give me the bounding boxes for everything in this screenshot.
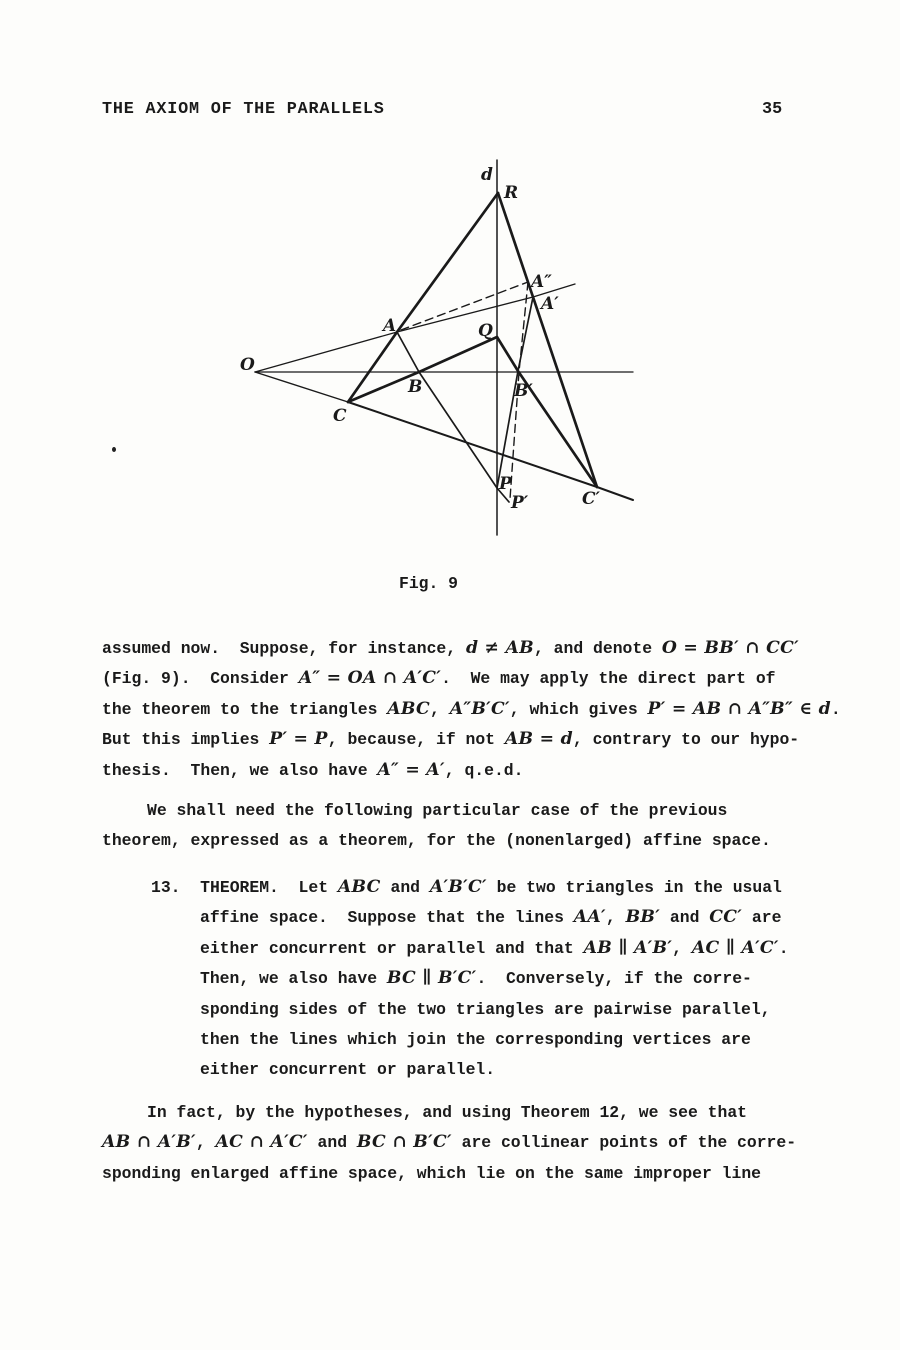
text-run: . (778, 939, 789, 958)
remark-line-2 (102, 831, 771, 850)
math-run: AC ∩ A′C′ (215, 1132, 308, 1152)
text-run: (Fig. 9). Consider (102, 669, 299, 688)
text-run: , because, if not (327, 730, 505, 749)
math-run: A′B′C′ (429, 877, 487, 897)
text-run: sponding enlarged affine space, which lie on the same improper line (102, 1164, 762, 1183)
theorem-13-line-5 (200, 1000, 771, 1019)
text-run: the theorem to the triangles (102, 700, 388, 719)
infact-line-1 (147, 1103, 747, 1122)
text-run: either concurrent or parallel. (200, 1060, 496, 1079)
text-run: assumed now. Suppose, for instance, (102, 639, 466, 658)
text-run: , (430, 700, 450, 719)
math-run: CC′ (709, 907, 743, 927)
point-label-R: R (504, 183, 519, 203)
page-number: 35 (762, 100, 783, 119)
figure-caption: Fig. 9 (399, 574, 459, 593)
text-run: , contrary to our hypo- (572, 730, 800, 749)
math-run: BC ∩ B′C′ (356, 1132, 452, 1152)
text-run: and (307, 1133, 357, 1152)
text-run: are collinear points of the corre- (451, 1133, 797, 1152)
math-run: AA′ (573, 907, 606, 927)
text-run: and (660, 908, 710, 927)
text-run: then the lines which join the corresponding vertices are (200, 1030, 751, 1049)
text-run: 13. THEOREM. Let (151, 878, 338, 897)
text-run: , q.e.d. (444, 761, 524, 780)
theorem-13-line-7 (200, 1060, 495, 1079)
proof-line-2 (102, 669, 776, 688)
stray-ink-mark (112, 447, 116, 452)
point-label-B: B (408, 377, 423, 397)
math-run: P′ = P (269, 729, 328, 749)
theorem-13-line-6 (200, 1030, 751, 1049)
math-run: BC ∥ B′C′ (386, 968, 477, 988)
infact-line-2 (102, 1133, 796, 1152)
point-label-A-prime: A′ (541, 294, 559, 314)
text-run: . We may apply the direct part of (441, 669, 776, 688)
text-run: thesis. Then, we also have (102, 761, 378, 780)
math-run: ABC (337, 877, 381, 897)
text-run: We shall need the following particular case of the previous (147, 801, 728, 820)
text-run: and (380, 878, 430, 897)
text-run: are (742, 908, 782, 927)
remark-line-1 (147, 801, 727, 820)
theorem-13-line-3 (200, 939, 789, 958)
theorem-13-line-2 (200, 908, 781, 927)
text-run: But this implies (102, 730, 270, 749)
point-label-C-prime: C′ (582, 489, 601, 509)
point-label-O: O (240, 355, 255, 375)
math-run: A″ = A′ (377, 760, 445, 780)
text-run: , (195, 1133, 216, 1152)
infact-line-3 (102, 1164, 761, 1183)
text-run: be two triangles in the usual (486, 878, 782, 897)
text-run: In fact, by the hypotheses, and using Theorem 12, we see that (147, 1103, 747, 1122)
point-label-d: d (481, 165, 493, 185)
text-run: sponding sides of the two triangles are pairwise parallel, (200, 1000, 771, 1019)
text-run: . (830, 700, 841, 719)
math-run: AB = d (504, 729, 573, 749)
math-run: d ≠ AB (465, 638, 534, 658)
point-label-Q: Q (478, 321, 493, 341)
math-run: ABC (387, 699, 431, 719)
point-label-A: A (383, 316, 397, 336)
math-run: A″B′C′ (449, 699, 510, 719)
point-label-P-prime: P′ (511, 493, 529, 513)
math-run: AB ∩ A′B′ (102, 1132, 196, 1152)
text-run: , and denote (534, 639, 662, 658)
text-run: , (605, 908, 626, 927)
proof-line-4 (102, 730, 799, 749)
math-run: AC ∥ A′C′ (691, 938, 779, 958)
point-label-B-prime: B′ (514, 381, 533, 401)
text-run: either concurrent or parallel and that (200, 939, 584, 958)
theorem-13-line-4 (200, 969, 752, 988)
text-run: Then, we also have (200, 969, 387, 988)
text-run: theorem, expressed as a theorem, for the (nonenlarged) affine space. (102, 831, 771, 850)
text-run: . Conversely, if the corre- (476, 969, 752, 988)
proof-line-3 (102, 700, 841, 719)
math-run: A″ = OA ∩ A′C′ (298, 668, 442, 688)
math-run: O = BB′ ∩ CC′ (661, 638, 799, 658)
proof-line-5 (102, 761, 523, 780)
text-run: affine space. Suppose that the lines (200, 908, 574, 927)
point-label-P: P (499, 474, 512, 494)
theorem-13-line-1 (151, 878, 782, 897)
page-header-title: THE AXIOM OF THE PARALLELS (102, 100, 385, 119)
math-run: P′ = AB ∩ A″B″ ∈ d (647, 699, 831, 719)
math-run: BB′ (625, 907, 661, 927)
point-label-C: C (333, 406, 347, 426)
point-label-A-double-prime: A″ (531, 272, 552, 292)
proof-line-1 (102, 639, 799, 658)
text-run: , (672, 939, 692, 958)
text-run: , which gives (509, 700, 648, 719)
math-run: AB ∥ A′B′ (583, 938, 673, 958)
